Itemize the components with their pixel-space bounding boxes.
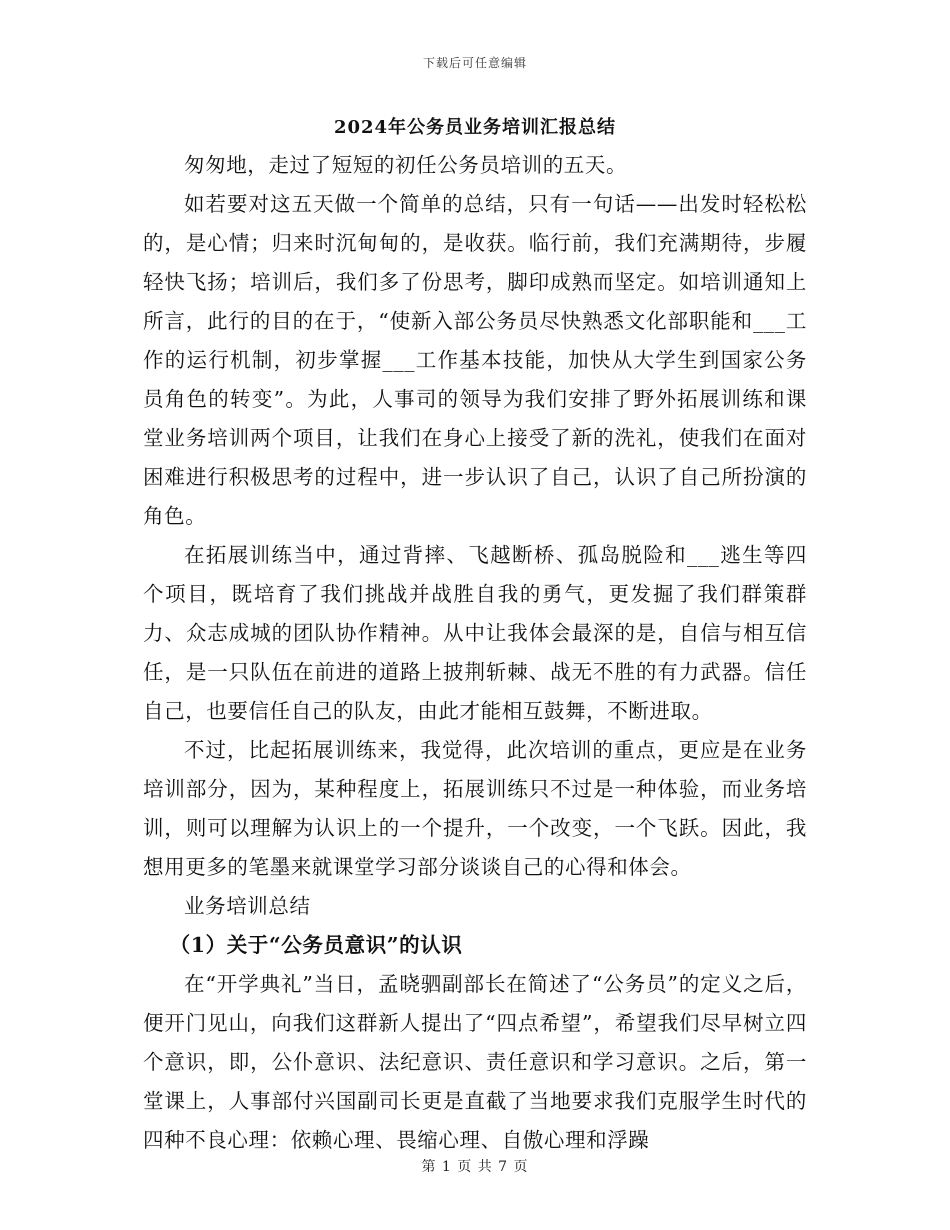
- page-number: 第 1 页 共 7 页: [421, 1159, 529, 1175]
- paragraph-business-training: 不过，比起拓展训练来，我觉得，此次培训的重点，更应是在业务培训部分，因为，某种程度上，拓展训练只不过是一种体验，而业务培训，则可以理解为认识上的一个提升，一个改变，一个飞跃。因此，我想用更多的笔墨来就课堂学习部分谈谈自己的心得和体会。: [143, 738, 807, 879]
- document-body: [143, 110, 807, 1160]
- paragraph-section-body: 在“开学典礼”当日，孟晓驷副部长在简述了“公务员”的定义之后，便开门见山，向我们这群新人提出了“四点希望”，希望我们尽早树立四个意识，即，公仆意识、法纪意识、责任意识和学习意识。之后，第一堂课上，人事部付兴国副司长更是直截了当地要求我们克服学生时代的四种不良心理：依赖心理、畏缩心理、自傲心理和浮躁: [143, 972, 807, 1152]
- header-note: 下载后可任意编辑: [422, 56, 527, 70]
- document-title: 2024年公务员业务培训汇报总结: [333, 117, 617, 138]
- paragraph-outdoor-training: 在拓展训练当中，通过背摔、飞越断桥、孤岛脱险和___逃生等四个项目，既培育了我们挑战并战胜自我的勇气，更发掘了我们群策群力、众志成城的团队协作精神。从中让我体会最深的是，自信与相互信任，是一只队伍在前进的道路上披荆斩棘、战无不胜的有力武器。信任自己，也要信任自己的队友，由此才能相互鼓舞，不断进取。: [143, 543, 807, 723]
- section-heading: （1）关于“公务员意识”的认识: [169, 933, 463, 957]
- paragraph-subtitle: 业务培训总结: [184, 894, 311, 918]
- paragraph-summary: 如若要对这五天做一个简单的总结，只有一句话——出发时轻松松的，是心情；归来时沉甸甸的，是收获。临行前，我们充满期待，步履轻快飞扬；培训后，我们多了份思考，脚印成熟而坚定。如培训通知上所言，此行的目的在于，“使新入部公务员尽快熟悉文化部职能和___工作的运行机制，初步掌握___工作基本技能，加快从大学生到国家公务员角色的转变”。为此，人事司的领导为我们安排了野外拓展训练和课堂业务培训两个项目，让我们在身心上接受了新的洗礼，使我们在面对困难进行积极思考的过程中，进一步认识了自己，认识了自己所扮演的角色。: [143, 192, 807, 528]
- paragraph-intro: 匆匆地，走过了短短的初任公务员培训的五天。: [184, 153, 628, 177]
